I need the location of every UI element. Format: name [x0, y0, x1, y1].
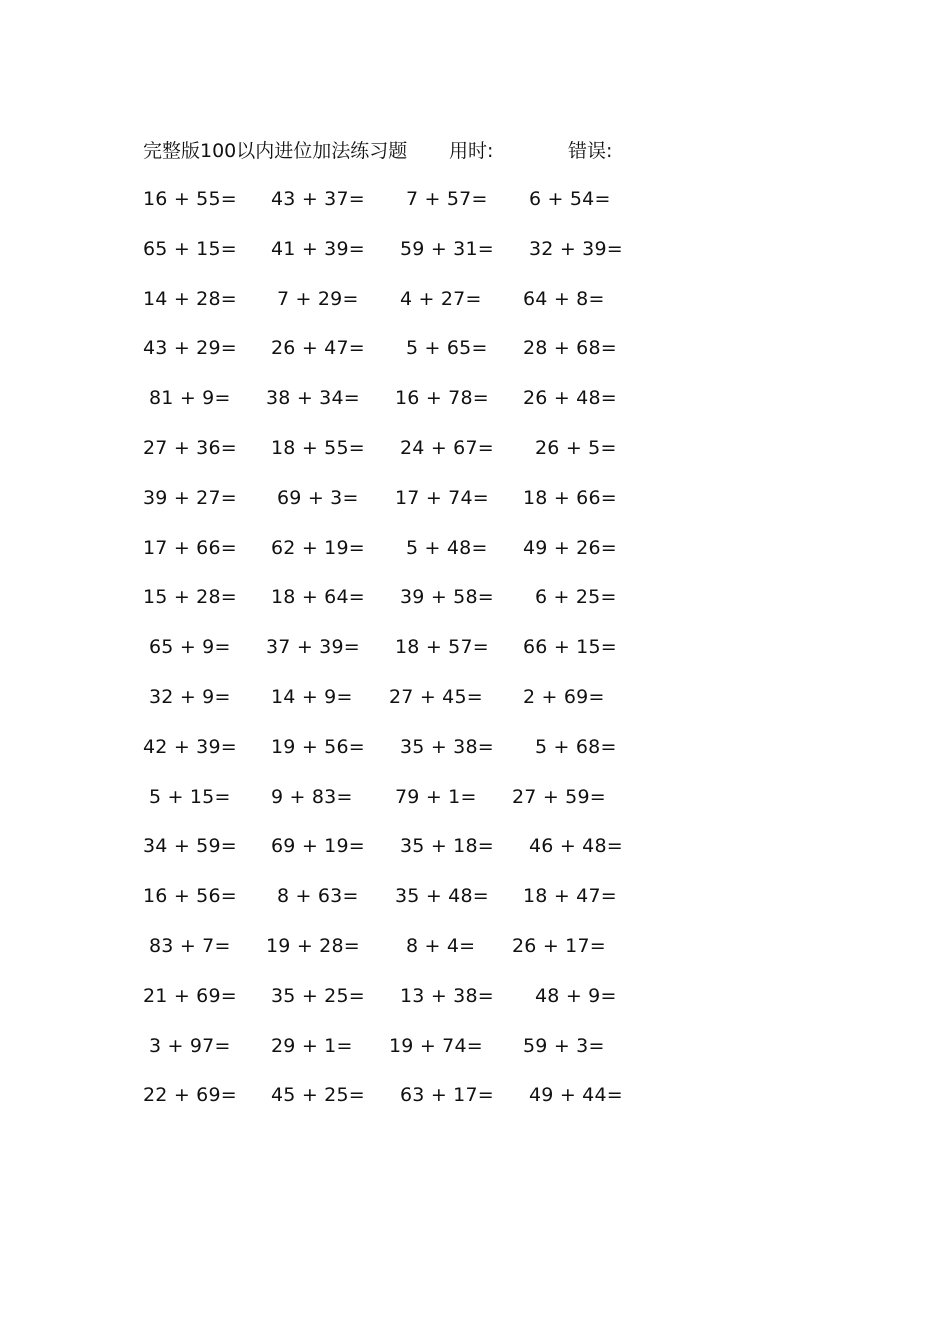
- addition-problem: 18 + 64=: [271, 586, 365, 609]
- problem-row: [0, 184, 950, 234]
- addition-problem: 27 + 45=: [389, 685, 483, 708]
- problem-row: [0, 732, 950, 782]
- addition-problem: 8 + 63=: [277, 885, 359, 908]
- addition-problem: 24 + 67=: [400, 436, 494, 459]
- addition-problem: 59 + 3=: [523, 1034, 605, 1057]
- addition-problem: 14 + 28=: [143, 287, 237, 310]
- addition-problem: 66 + 15=: [523, 636, 617, 659]
- addition-problem: 62 + 19=: [271, 536, 365, 559]
- addition-problem: 34 + 59=: [143, 835, 237, 858]
- addition-problem: 38 + 34=: [266, 387, 360, 410]
- addition-problem: 19 + 56=: [271, 735, 365, 758]
- addition-problem: 35 + 48=: [395, 885, 489, 908]
- problem-row: [0, 234, 950, 284]
- addition-problem: 41 + 39=: [271, 237, 365, 260]
- addition-problem: 28 + 68=: [523, 337, 617, 360]
- addition-problem: 14 + 9=: [271, 685, 353, 708]
- addition-problem: 81 + 9=: [149, 387, 231, 410]
- addition-problem: 4 + 27=: [400, 287, 482, 310]
- addition-problem: 19 + 28=: [266, 934, 360, 957]
- problem-row: [0, 682, 950, 732]
- addition-problem: 15 + 28=: [143, 586, 237, 609]
- addition-problem: 5 + 68=: [535, 735, 617, 758]
- addition-problem: 83 + 7=: [149, 934, 231, 957]
- errors-label: 错误:: [568, 140, 613, 162]
- problem-row: [0, 284, 950, 334]
- addition-problem: 13 + 38=: [400, 984, 494, 1007]
- addition-problem: 18 + 57=: [395, 636, 489, 659]
- addition-problem: 7 + 29=: [277, 287, 359, 310]
- problem-grid: [0, 184, 950, 1130]
- addition-problem: 5 + 48=: [406, 536, 488, 559]
- addition-problem: 32 + 9=: [149, 685, 231, 708]
- addition-problem: 19 + 74=: [389, 1034, 483, 1057]
- addition-problem: 32 + 39=: [529, 237, 623, 260]
- addition-problem: 39 + 58=: [400, 586, 494, 609]
- addition-problem: 43 + 29=: [143, 337, 237, 360]
- problem-row: [0, 582, 950, 632]
- addition-problem: 39 + 27=: [143, 486, 237, 509]
- worksheet-header: [143, 136, 843, 166]
- problem-row: [0, 483, 950, 533]
- addition-problem: 21 + 69=: [143, 984, 237, 1007]
- addition-problem: 27 + 59=: [512, 785, 606, 808]
- addition-problem: 35 + 18=: [400, 835, 494, 858]
- addition-problem: 22 + 69=: [143, 1084, 237, 1107]
- addition-problem: 45 + 25=: [271, 1084, 365, 1107]
- problem-row: [0, 831, 950, 881]
- problem-row: [0, 981, 950, 1031]
- addition-problem: 69 + 19=: [271, 835, 365, 858]
- addition-problem: 6 + 25=: [535, 586, 617, 609]
- addition-problem: 8 + 4=: [406, 934, 476, 957]
- problem-row: [0, 1031, 950, 1081]
- addition-problem: 18 + 47=: [523, 885, 617, 908]
- addition-problem: 65 + 15=: [143, 237, 237, 260]
- addition-problem: 43 + 37=: [271, 188, 365, 210]
- addition-problem: 49 + 26=: [523, 536, 617, 559]
- problem-row: [0, 881, 950, 931]
- addition-problem: 35 + 38=: [400, 735, 494, 758]
- addition-problem: 16 + 78=: [395, 387, 489, 410]
- addition-problem: 64 + 8=: [523, 287, 605, 310]
- addition-problem: 26 + 48=: [523, 387, 617, 410]
- addition-problem: 2 + 69=: [523, 685, 605, 708]
- addition-problem: 6 + 54=: [529, 188, 611, 210]
- problem-row: [0, 1080, 950, 1130]
- addition-problem: 5 + 65=: [406, 337, 488, 360]
- addition-problem: 18 + 66=: [523, 486, 617, 509]
- addition-problem: 63 + 17=: [400, 1084, 494, 1107]
- addition-problem: 37 + 39=: [266, 636, 360, 659]
- time-used-label: 用时:: [449, 140, 494, 162]
- addition-problem: 46 + 48=: [529, 835, 623, 858]
- problem-row: [0, 333, 950, 383]
- addition-problem: 49 + 44=: [529, 1084, 623, 1107]
- addition-problem: 16 + 56=: [143, 885, 237, 908]
- problem-row: [0, 433, 950, 483]
- addition-problem: 17 + 74=: [395, 486, 489, 509]
- problem-row: [0, 383, 950, 433]
- problem-row: [0, 931, 950, 981]
- addition-problem: 3 + 97=: [149, 1034, 231, 1057]
- problem-row: [0, 533, 950, 583]
- addition-problem: 17 + 66=: [143, 536, 237, 559]
- addition-problem: 65 + 9=: [149, 636, 231, 659]
- worksheet-title: 完整版100以内进位加法练习题: [143, 140, 408, 162]
- addition-problem: 29 + 1=: [271, 1034, 353, 1057]
- addition-problem: 5 + 15=: [149, 785, 231, 808]
- addition-problem: 7 + 57=: [406, 188, 488, 210]
- addition-problem: 9 + 83=: [271, 785, 353, 808]
- addition-problem: 26 + 5=: [535, 436, 617, 459]
- problem-row: [0, 782, 950, 832]
- addition-problem: 26 + 47=: [271, 337, 365, 360]
- addition-problem: 35 + 25=: [271, 984, 365, 1007]
- problem-row: [0, 632, 950, 682]
- addition-problem: 48 + 9=: [535, 984, 617, 1007]
- addition-problem: 18 + 55=: [271, 436, 365, 459]
- addition-problem: 26 + 17=: [512, 934, 606, 957]
- addition-problem: 69 + 3=: [277, 486, 359, 509]
- addition-problem: 42 + 39=: [143, 735, 237, 758]
- addition-problem: 27 + 36=: [143, 436, 237, 459]
- addition-problem: 16 + 55=: [143, 188, 237, 210]
- addition-problem: 79 + 1=: [395, 785, 477, 808]
- addition-problem: 59 + 31=: [400, 237, 494, 260]
